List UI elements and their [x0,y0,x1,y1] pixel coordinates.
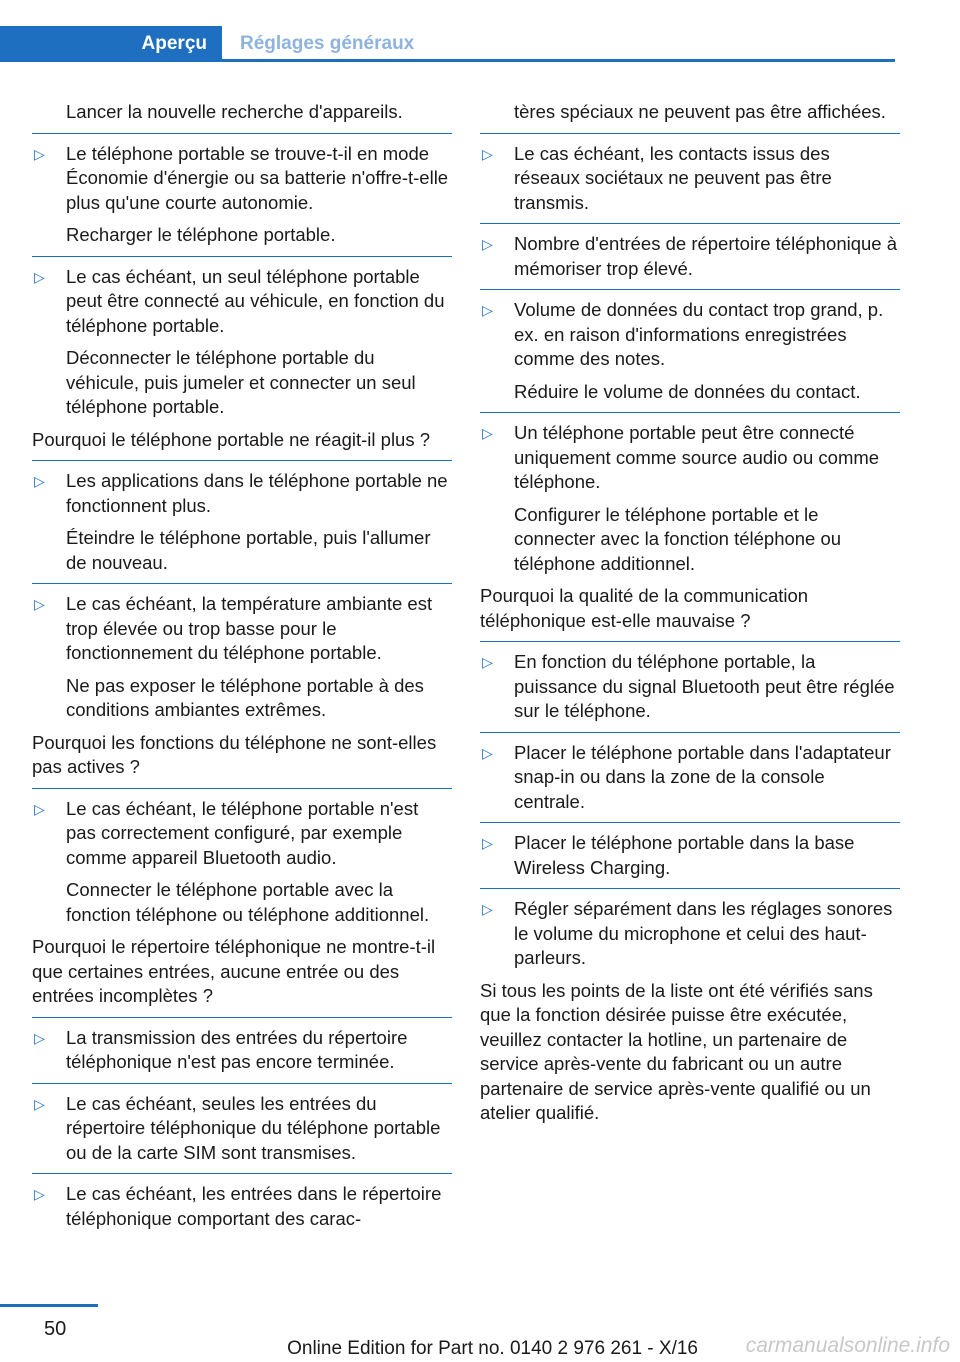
list-item [32,1026,452,1075]
list-item [480,298,900,404]
list-item-text: Le cas échéant, les contacts issus des réseaux sociétaux ne peuvent pas être transmis. [514,142,832,213]
list-separator [32,1173,452,1174]
list-separator [32,583,452,584]
list-item [32,469,452,575]
list-separator [480,822,900,823]
list-separator [480,133,900,134]
list-item-text: Le cas échéant, le téléphone portable n'est pas correctement configuré, par exemple comme appareil Bluetooth audio. [66,797,419,868]
triangle-bullet-icon: ▷ [482,425,493,441]
triangle-bullet-icon: ▷ [482,302,493,318]
paragraph: Pourquoi le téléphone portable ne réagit-il plus ? [32,428,431,450]
list-item-remedy: Réduire le volume de données du contact. [514,380,861,402]
list-item [480,650,900,724]
list-separator [32,1083,452,1084]
list-item-text: Le cas échéant, seules les entrées du répertoire téléphonique du téléphone portable ou de la carte SIM sont transmises. [66,1092,441,1163]
triangle-bullet-icon: ▷ [482,236,493,252]
footer-rule [0,1304,98,1307]
triangle-bullet-icon: ▷ [482,145,493,162]
list-item-text: Nombre d'entrées de répertoire téléphonique à mémoriser trop élevé. [514,233,898,279]
tab-apercu[interactable] [0,26,222,62]
triangle-bullet-icon: ▷ [482,901,493,917]
list-item [32,1182,452,1231]
continued-text: Lancer la nouvelle recherche d'appareils. [66,101,403,122]
watermark-logo: carmanualsonline.info [745,1334,950,1357]
list-item [32,797,452,928]
paragraph: Pourquoi le répertoire téléphonique ne montre-t-il que certaines entrées, aucune entrée ou des entrées incomplètes ? [32,936,436,1006]
list-item-remedy: Déconnecter le téléphone portable du véhicule, puis jumeler et connecter un seul téléphone portable. [66,347,416,417]
edition-line: Online Edition for Part no. 0140 2 976 261 - X/16 [287,1338,698,1359]
list-item [480,897,900,971]
list-item-text: La transmission des entrées du répertoire téléphonique n'est pas encore terminée. [66,1026,408,1072]
list-item [480,232,900,281]
triangle-bullet-icon: ▷ [34,1095,45,1112]
header-rule [222,59,895,62]
triangle-bullet-icon: ▷ [482,835,493,851]
page-header [0,0,960,66]
triangle-bullet-icon: ▷ [34,1186,45,1202]
triangle-bullet-icon: ▷ [34,145,45,162]
list-item-text: Placer le téléphone portable dans l'adaptateur snap-in ou dans la zone de la console centrale. [514,741,891,812]
list-separator [480,223,900,224]
list-item-text: Les applications dans le téléphone portable ne fonctionnent plus. [66,470,448,516]
tab-apercu-label: Aperçu [141,33,207,54]
triangle-bullet-icon: ▷ [482,654,493,670]
triangle-bullet-icon: ▷ [34,596,45,612]
list-item-text: Le téléphone portable se trouve-t-il en mode Économie d'énergie ou sa batterie n'offre-t-elle plus qu'une courte autonomie. [66,142,449,213]
triangle-bullet-icon: ▷ [34,800,45,817]
triangle-bullet-icon: ▷ [34,1029,45,1046]
triangle-bullet-icon: ▷ [34,473,45,489]
list-separator [480,641,900,642]
list-item [32,1092,452,1166]
list-item-text: Régler séparément dans les réglages sonores le volume du microphone et celui des haut-parleurs. [514,898,893,968]
list-item-text: Le cas échéant, les entrées dans le répertoire téléphonique comportant des carac- [66,1183,442,1229]
list-item-text: Le cas échéant, un seul téléphone portable peut être connecté au véhicule, en fonction du téléphone portable. [66,265,445,336]
list-separator [32,133,452,134]
right-column [480,100,900,1134]
page-number: 50 [44,1318,67,1340]
paragraph: Si tous les points de la liste ont été vérifiés sans que la fonction désirée puisse être exécutée, veuillez contacter la hotline, un partenaire de service après-vente du fabricant ou un autre partenaire de service après-vente qualifié ou un atelier qualifié. [480,979,873,1123]
continued-text: tères spéciaux ne peuvent pas être affichées. [514,101,886,122]
list-separator [32,1017,452,1018]
list-separator [480,732,900,733]
list-item [480,421,900,576]
tab-reglages-generaux[interactable]: Réglages généraux [240,33,415,54]
list-item-text: Volume de données du contact trop grand, p. ex. en raison d'informations enregistrées comme des notes. [514,299,884,369]
list-item [480,741,900,815]
list-item-remedy: Configurer le téléphone portable et le connecter avec la fonction téléphone ou téléphone additionnel. [514,503,842,574]
list-item [480,142,900,216]
list-item-text: Le cas échéant, la température ambiante est trop élevée ou trop basse pour le fonctionnement du téléphone portable. [66,593,433,663]
left-column [32,100,452,1239]
list-item [32,265,452,420]
list-item-remedy: Connecter le téléphone portable avec la fonction téléphone ou téléphone additionnel. [66,879,430,925]
list-item [32,592,452,723]
list-separator [480,412,900,413]
triangle-bullet-icon: ▷ [34,268,45,285]
list-item-text: Placer le téléphone portable dans la base Wireless Charging. [514,832,855,878]
triangle-bullet-icon: ▷ [482,744,493,761]
list-separator [480,289,900,290]
list-separator [32,256,452,257]
list-item-text: En fonction du téléphone portable, la puissance du signal Bluetooth peut être réglée sur le téléphone. [514,651,895,721]
list-item-remedy: Ne pas exposer le téléphone portable à des conditions ambiantes extrêmes. [66,674,424,720]
list-separator [32,788,452,789]
list-item-text: Un téléphone portable peut être connecté uniquement comme source audio ou comme téléphone. [514,422,880,492]
list-item [480,831,900,880]
paragraph: Pourquoi la qualité de la communication téléphonique est-elle mauvaise ? [480,585,809,631]
list-separator [32,460,452,461]
list-item-remedy: Éteindre le téléphone portable, puis l'allumer de nouveau. [66,527,431,573]
list-item-remedy: Recharger le téléphone portable. [66,224,336,245]
list-item [32,142,452,248]
list-separator [480,888,900,889]
paragraph: Pourquoi les fonctions du téléphone ne sont-elles pas actives ? [32,731,437,777]
